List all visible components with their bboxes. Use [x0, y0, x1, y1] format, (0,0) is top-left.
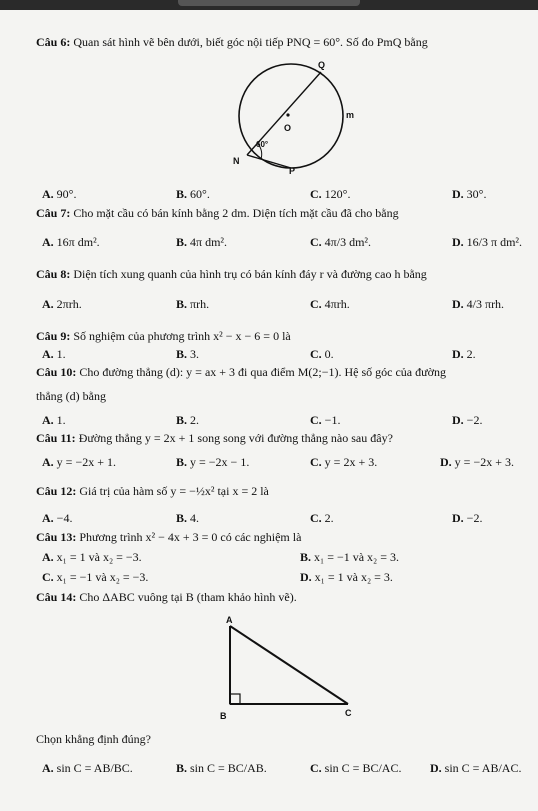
question-7	[36, 205, 399, 221]
question-6	[36, 34, 428, 50]
label-m: m	[346, 110, 355, 120]
q14-option-d[interactable]: D. sin C = AB/AC.	[430, 761, 522, 775]
q6-option-b[interactable]: B. 60°.	[176, 187, 210, 201]
triangle-figure	[218, 618, 358, 712]
q13-option-c[interactable]: C. x₁ = −1 và x₂ = −3.	[42, 570, 149, 584]
q11-option-d[interactable]: D. y = −2x + 3.	[440, 455, 514, 469]
q11-option-b[interactable]: B. y = −2x − 1.	[176, 455, 250, 469]
question-9	[36, 328, 291, 344]
q14-option-a[interactable]: A. sin C = AB/BC.	[42, 761, 133, 775]
circle-figure	[225, 58, 355, 178]
q14-option-b[interactable]: B. sin C = BC/AB.	[176, 761, 267, 775]
right-angle-mark	[230, 694, 240, 704]
q13-option-a[interactable]: A. x₁ = 1 và x₂ = −3.	[42, 550, 142, 564]
label-p: P	[289, 166, 296, 176]
question-8	[36, 266, 427, 282]
question-10	[36, 364, 446, 380]
question-11	[36, 430, 393, 446]
question-10-label: Câu 10:	[36, 365, 77, 379]
q7-option-d[interactable]: D. 16/3 π dm².	[452, 235, 522, 249]
question-6-label: Câu 6:	[36, 35, 71, 49]
top-bar	[0, 0, 538, 10]
q7-option-b[interactable]: B. 4π dm².	[176, 235, 228, 249]
q10-option-b[interactable]: B. 2.	[176, 413, 200, 427]
top-bar-notch	[178, 0, 360, 6]
q13-option-d[interactable]: D. x₁ = 1 và x₂ = 3.	[300, 570, 393, 584]
label-angle: 60°	[256, 140, 269, 149]
label-q: Q	[318, 60, 326, 70]
q8-option-a[interactable]: A. 2πrh.	[42, 297, 82, 311]
label-b: B	[220, 711, 227, 721]
question-11-text: Đường thẳng y = 2x + 1 song song với đường thẳng nào sau đây?	[78, 431, 393, 445]
q14-option-c[interactable]: C. sin C = BC/AC.	[310, 761, 402, 775]
q12-option-d[interactable]: D. −2.	[452, 511, 483, 525]
q9-option-b[interactable]: B. 3.	[176, 347, 200, 361]
q8-option-b[interactable]: B. πrh.	[176, 297, 210, 311]
q9-option-d[interactable]: D. 2.	[452, 347, 476, 361]
label-o: O	[284, 123, 292, 133]
question-9-text: Số nghiệm của phương trình x² − x − 6 = 0 là	[73, 329, 291, 343]
q11-option-c[interactable]: C. y = 2x + 3.	[310, 455, 378, 469]
label-a: A	[226, 615, 233, 625]
q12-option-b[interactable]: B. 4.	[176, 511, 200, 525]
center-point	[286, 113, 289, 116]
question-13-text: Phương trình x² − 4x + 3 = 0 có các nghiệm là	[79, 530, 302, 544]
q10-option-c[interactable]: C. −1.	[310, 413, 341, 427]
q9-option-c[interactable]: C. 0.	[310, 347, 334, 361]
question-13	[36, 529, 301, 545]
question-11-label: Câu 11:	[36, 431, 76, 445]
q7-option-c[interactable]: C. 4π/3 dm².	[310, 235, 371, 249]
q8-option-c[interactable]: C. 4πrh.	[310, 297, 350, 311]
question-12-label: Câu 12:	[36, 484, 77, 498]
question-8-text: Diện tích xung quanh của hình trụ có bán kính đáy r và đường cao h bằng	[73, 267, 427, 281]
question-7-label: Câu 7:	[36, 206, 71, 220]
q12-option-a[interactable]: A. −4.	[42, 511, 73, 525]
q10-option-a[interactable]: A. 1.	[42, 413, 66, 427]
q6-option-c[interactable]: C. 120°.	[310, 187, 351, 201]
q9-option-a[interactable]: A. 1.	[42, 347, 66, 361]
question-14-prompt: Chọn khẳng định đúng?	[36, 732, 151, 746]
q13-option-b[interactable]: B. x₁ = −1 và x₂ = 3.	[300, 550, 400, 564]
q8-option-d[interactable]: D. 4/3 πrh.	[452, 297, 505, 311]
circle-outline	[239, 64, 343, 168]
label-c: C	[345, 708, 352, 718]
q7-option-a[interactable]: A. 16π dm².	[42, 235, 100, 249]
question-9-label: Câu 9:	[36, 329, 71, 343]
q12-option-c[interactable]: C. 2.	[310, 511, 334, 525]
question-14-text: Cho ΔABC vuông tại B (tham khảo hình vẽ).	[79, 590, 297, 604]
question-7-text: Cho mặt cầu có bán kính bằng 2 dm. Diện tích mặt cầu đã cho bằng	[73, 206, 399, 220]
chord-np	[247, 155, 291, 168]
side-ac	[230, 626, 348, 704]
question-14-label: Câu 14:	[36, 590, 77, 604]
question-6-text: Quan sát hình vẽ bên dưới, biết góc nội tiếp PNQ = 60°. Số đo PmQ bằng	[73, 35, 428, 49]
q11-option-a[interactable]: A. y = −2x + 1.	[42, 455, 116, 469]
question-13-label: Câu 13:	[36, 530, 77, 544]
question-12-text: Giá trị của hàm số y = −½x² tại x = 2 là	[79, 484, 269, 498]
q10-option-d[interactable]: D. −2.	[452, 413, 483, 427]
question-10-text-line-2: thẳng (d) bằng	[36, 389, 106, 403]
question-10-text: Cho đường thẳng (d): y = ax + 3 đi qua điểm M(2;−1). Hệ số góc của đường	[79, 365, 446, 379]
label-n: N	[233, 156, 240, 166]
q6-option-d[interactable]: D. 30°.	[452, 187, 487, 201]
q6-option-a[interactable]: A. 90°.	[42, 187, 77, 201]
question-12	[36, 483, 269, 499]
question-8-label: Câu 8:	[36, 267, 71, 281]
question-14	[36, 589, 297, 605]
